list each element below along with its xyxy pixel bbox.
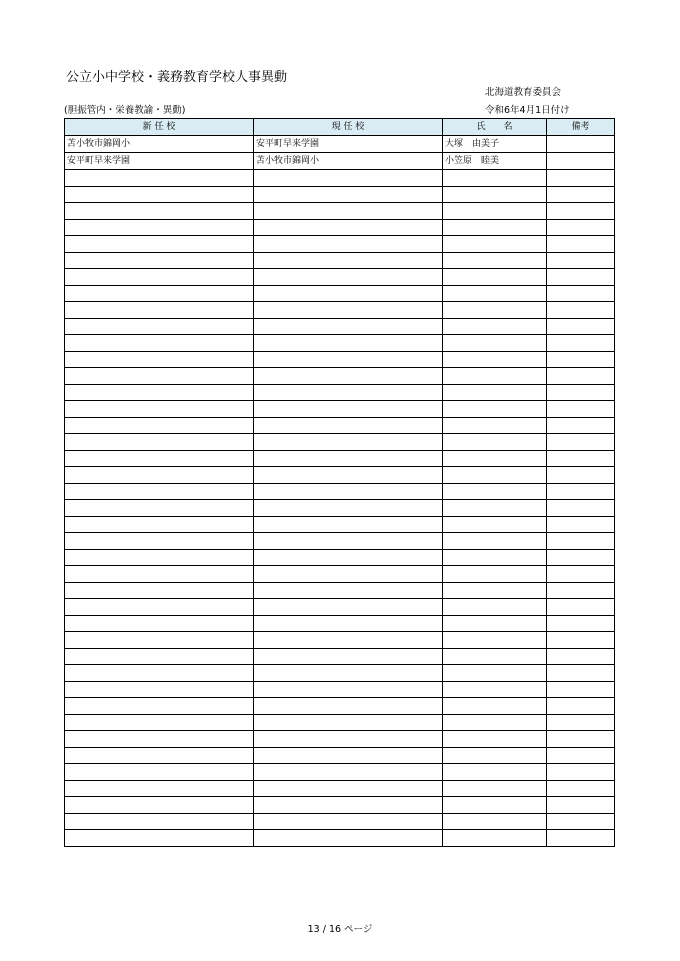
column-header-new-school: 新 任 校	[65, 119, 254, 136]
empty-cell	[65, 384, 254, 401]
transfer-table	[64, 118, 615, 847]
empty-table-row	[65, 302, 615, 319]
empty-table-row	[65, 830, 615, 847]
empty-table-row	[65, 516, 615, 533]
empty-cell	[547, 401, 615, 418]
empty-cell	[65, 236, 254, 253]
empty-cell	[443, 170, 547, 187]
empty-table-row	[65, 368, 615, 385]
empty-cell	[547, 285, 615, 302]
empty-table-row	[65, 252, 615, 269]
empty-table-row	[65, 533, 615, 550]
empty-cell	[65, 731, 254, 748]
empty-cell	[254, 450, 443, 467]
empty-table-row	[65, 483, 615, 500]
empty-cell	[65, 566, 254, 583]
empty-cell	[65, 549, 254, 566]
empty-cell	[254, 500, 443, 517]
empty-cell	[254, 797, 443, 814]
empty-cell	[254, 813, 443, 830]
empty-cell	[65, 500, 254, 517]
empty-cell	[547, 797, 615, 814]
empty-cell	[443, 731, 547, 748]
empty-cell	[65, 186, 254, 203]
empty-cell	[254, 516, 443, 533]
empty-cell	[65, 401, 254, 418]
empty-cell	[443, 351, 547, 368]
empty-cell	[547, 500, 615, 517]
empty-cell	[65, 533, 254, 550]
empty-cell	[254, 467, 443, 484]
empty-cell	[254, 764, 443, 781]
empty-table-row	[65, 714, 615, 731]
empty-cell	[254, 830, 443, 847]
empty-cell	[547, 830, 615, 847]
empty-cell	[254, 401, 443, 418]
empty-cell	[547, 335, 615, 352]
empty-cell	[547, 203, 615, 220]
empty-cell	[254, 533, 443, 550]
empty-cell	[547, 648, 615, 665]
empty-cell	[443, 417, 547, 434]
new-school-cell: 安平町早来学園	[65, 153, 254, 170]
empty-cell	[65, 632, 254, 649]
empty-cell	[443, 714, 547, 731]
empty-table-row	[65, 566, 615, 583]
empty-cell	[65, 170, 254, 187]
table-header-row	[65, 119, 615, 136]
empty-cell	[443, 813, 547, 830]
empty-cell	[547, 533, 615, 550]
empty-cell	[65, 269, 254, 286]
empty-table-row	[65, 401, 615, 418]
empty-cell	[443, 632, 547, 649]
empty-cell	[254, 285, 443, 302]
empty-cell	[254, 269, 443, 286]
empty-cell	[547, 318, 615, 335]
empty-cell	[443, 285, 547, 302]
empty-table-row	[65, 269, 615, 286]
person-name-cell: 大塚 由美子	[443, 136, 547, 153]
empty-cell	[65, 335, 254, 352]
empty-table-row	[65, 219, 615, 236]
empty-table-row	[65, 665, 615, 682]
page-title: 公立小中学校・義務教育学校人事異動	[66, 70, 288, 85]
empty-cell	[254, 731, 443, 748]
empty-cell	[254, 582, 443, 599]
empty-cell	[65, 714, 254, 731]
empty-table-row	[65, 698, 615, 715]
empty-cell	[254, 219, 443, 236]
empty-cell	[65, 582, 254, 599]
empty-cell	[547, 747, 615, 764]
empty-cell	[443, 335, 547, 352]
empty-cell	[443, 764, 547, 781]
empty-cell	[443, 203, 547, 220]
empty-cell	[65, 830, 254, 847]
empty-cell	[254, 483, 443, 500]
empty-cell	[65, 747, 254, 764]
empty-cell	[65, 681, 254, 698]
empty-table-row	[65, 236, 615, 253]
empty-table-row	[65, 681, 615, 698]
empty-cell	[65, 318, 254, 335]
empty-cell	[443, 186, 547, 203]
empty-cell	[65, 483, 254, 500]
empty-cell	[547, 615, 615, 632]
empty-cell	[65, 797, 254, 814]
empty-cell	[547, 698, 615, 715]
empty-cell	[547, 516, 615, 533]
empty-table-row	[65, 285, 615, 302]
empty-cell	[443, 219, 547, 236]
empty-cell	[65, 467, 254, 484]
empty-cell	[547, 813, 615, 830]
effective-date: 令和6年4月1日付け	[485, 105, 570, 116]
empty-cell	[547, 599, 615, 616]
remarks-cell	[547, 153, 615, 170]
empty-cell	[547, 731, 615, 748]
empty-cell	[547, 236, 615, 253]
empty-cell	[443, 516, 547, 533]
empty-cell	[547, 186, 615, 203]
empty-table-row	[65, 599, 615, 616]
empty-cell	[547, 434, 615, 451]
empty-table-row	[65, 170, 615, 187]
new-school-cell: 苫小牧市錦岡小	[65, 136, 254, 153]
empty-cell	[443, 648, 547, 665]
empty-cell	[254, 714, 443, 731]
empty-cell	[254, 236, 443, 253]
empty-cell	[443, 500, 547, 517]
empty-cell	[254, 434, 443, 451]
empty-table-row	[65, 318, 615, 335]
empty-cell	[65, 599, 254, 616]
empty-cell	[254, 252, 443, 269]
empty-cell	[443, 450, 547, 467]
empty-cell	[547, 269, 615, 286]
empty-cell	[254, 780, 443, 797]
empty-cell	[254, 698, 443, 715]
current-school-cell: 苫小牧市錦岡小	[254, 153, 443, 170]
empty-table-row	[65, 797, 615, 814]
empty-cell	[547, 665, 615, 682]
empty-cell	[443, 747, 547, 764]
empty-cell	[547, 549, 615, 566]
empty-cell	[443, 797, 547, 814]
empty-cell	[254, 615, 443, 632]
empty-cell	[443, 368, 547, 385]
empty-table-row	[65, 582, 615, 599]
empty-cell	[443, 566, 547, 583]
empty-cell	[254, 186, 443, 203]
page-number: 13 / 16 ページ	[307, 924, 373, 935]
empty-cell	[443, 665, 547, 682]
empty-cell	[65, 450, 254, 467]
empty-cell	[547, 714, 615, 731]
empty-cell	[443, 599, 547, 616]
empty-table-row	[65, 335, 615, 352]
empty-table-row	[65, 417, 615, 434]
empty-table-row	[65, 467, 615, 484]
empty-cell	[443, 483, 547, 500]
empty-cell	[443, 681, 547, 698]
empty-cell	[254, 335, 443, 352]
empty-cell	[443, 252, 547, 269]
empty-table-row	[65, 747, 615, 764]
empty-cell	[547, 368, 615, 385]
empty-cell	[254, 648, 443, 665]
empty-cell	[254, 203, 443, 220]
empty-cell	[547, 483, 615, 500]
empty-cell	[547, 566, 615, 583]
empty-cell	[65, 351, 254, 368]
empty-cell	[443, 269, 547, 286]
empty-cell	[65, 764, 254, 781]
empty-cell	[547, 632, 615, 649]
column-header-remarks: 備考	[547, 119, 615, 136]
empty-cell	[65, 698, 254, 715]
empty-cell	[65, 780, 254, 797]
empty-cell	[547, 681, 615, 698]
empty-cell	[65, 302, 254, 319]
empty-cell	[254, 384, 443, 401]
empty-table-row	[65, 764, 615, 781]
empty-cell	[443, 236, 547, 253]
empty-cell	[254, 681, 443, 698]
empty-cell	[443, 401, 547, 418]
empty-cell	[547, 302, 615, 319]
empty-table-row	[65, 615, 615, 632]
empty-cell	[65, 516, 254, 533]
empty-cell	[547, 450, 615, 467]
empty-cell	[65, 417, 254, 434]
empty-cell	[65, 203, 254, 220]
empty-cell	[65, 368, 254, 385]
empty-cell	[254, 566, 443, 583]
empty-cell	[547, 764, 615, 781]
empty-table-row	[65, 384, 615, 401]
empty-cell	[547, 384, 615, 401]
empty-cell	[443, 384, 547, 401]
empty-cell	[65, 615, 254, 632]
empty-cell	[547, 351, 615, 368]
empty-cell	[547, 780, 615, 797]
empty-table-row	[65, 351, 615, 368]
empty-table-row	[65, 632, 615, 649]
empty-cell	[65, 219, 254, 236]
empty-cell	[443, 549, 547, 566]
empty-cell	[65, 434, 254, 451]
empty-cell	[547, 252, 615, 269]
empty-cell	[65, 285, 254, 302]
empty-cell	[254, 417, 443, 434]
empty-cell	[254, 351, 443, 368]
empty-cell	[443, 533, 547, 550]
current-school-cell: 安平町早来学園	[254, 136, 443, 153]
empty-cell	[254, 318, 443, 335]
empty-cell	[547, 582, 615, 599]
empty-cell	[443, 615, 547, 632]
issuer-name: 北海道教育委員会	[485, 87, 562, 98]
empty-table-row	[65, 450, 615, 467]
empty-cell	[65, 252, 254, 269]
empty-cell	[65, 813, 254, 830]
empty-table-row	[65, 434, 615, 451]
empty-cell	[65, 648, 254, 665]
empty-table-row	[65, 813, 615, 830]
empty-cell	[443, 830, 547, 847]
empty-cell	[65, 665, 254, 682]
empty-table-row	[65, 203, 615, 220]
empty-cell	[443, 698, 547, 715]
table-row	[65, 136, 615, 153]
remarks-cell	[547, 136, 615, 153]
empty-cell	[443, 582, 547, 599]
table-row	[65, 153, 615, 170]
empty-table-row	[65, 731, 615, 748]
empty-cell	[254, 747, 443, 764]
empty-cell	[443, 434, 547, 451]
column-header-name: 氏 名	[443, 119, 547, 136]
section-subtitle: (胆振管内・栄養教諭・異動)	[64, 105, 186, 116]
column-header-current-school: 現 任 校	[254, 119, 443, 136]
empty-table-row	[65, 780, 615, 797]
empty-cell	[254, 599, 443, 616]
empty-cell	[547, 219, 615, 236]
empty-table-row	[65, 648, 615, 665]
empty-cell	[443, 467, 547, 484]
empty-cell	[443, 302, 547, 319]
empty-table-row	[65, 549, 615, 566]
empty-cell	[547, 417, 615, 434]
empty-cell	[547, 170, 615, 187]
empty-cell	[254, 549, 443, 566]
empty-cell	[547, 467, 615, 484]
empty-cell	[254, 170, 443, 187]
empty-table-row	[65, 500, 615, 517]
empty-cell	[254, 302, 443, 319]
person-name-cell: 小笠原 睦美	[443, 153, 547, 170]
empty-cell	[254, 632, 443, 649]
empty-table-row	[65, 186, 615, 203]
empty-cell	[254, 368, 443, 385]
empty-cell	[254, 665, 443, 682]
empty-cell	[443, 318, 547, 335]
empty-cell	[443, 780, 547, 797]
